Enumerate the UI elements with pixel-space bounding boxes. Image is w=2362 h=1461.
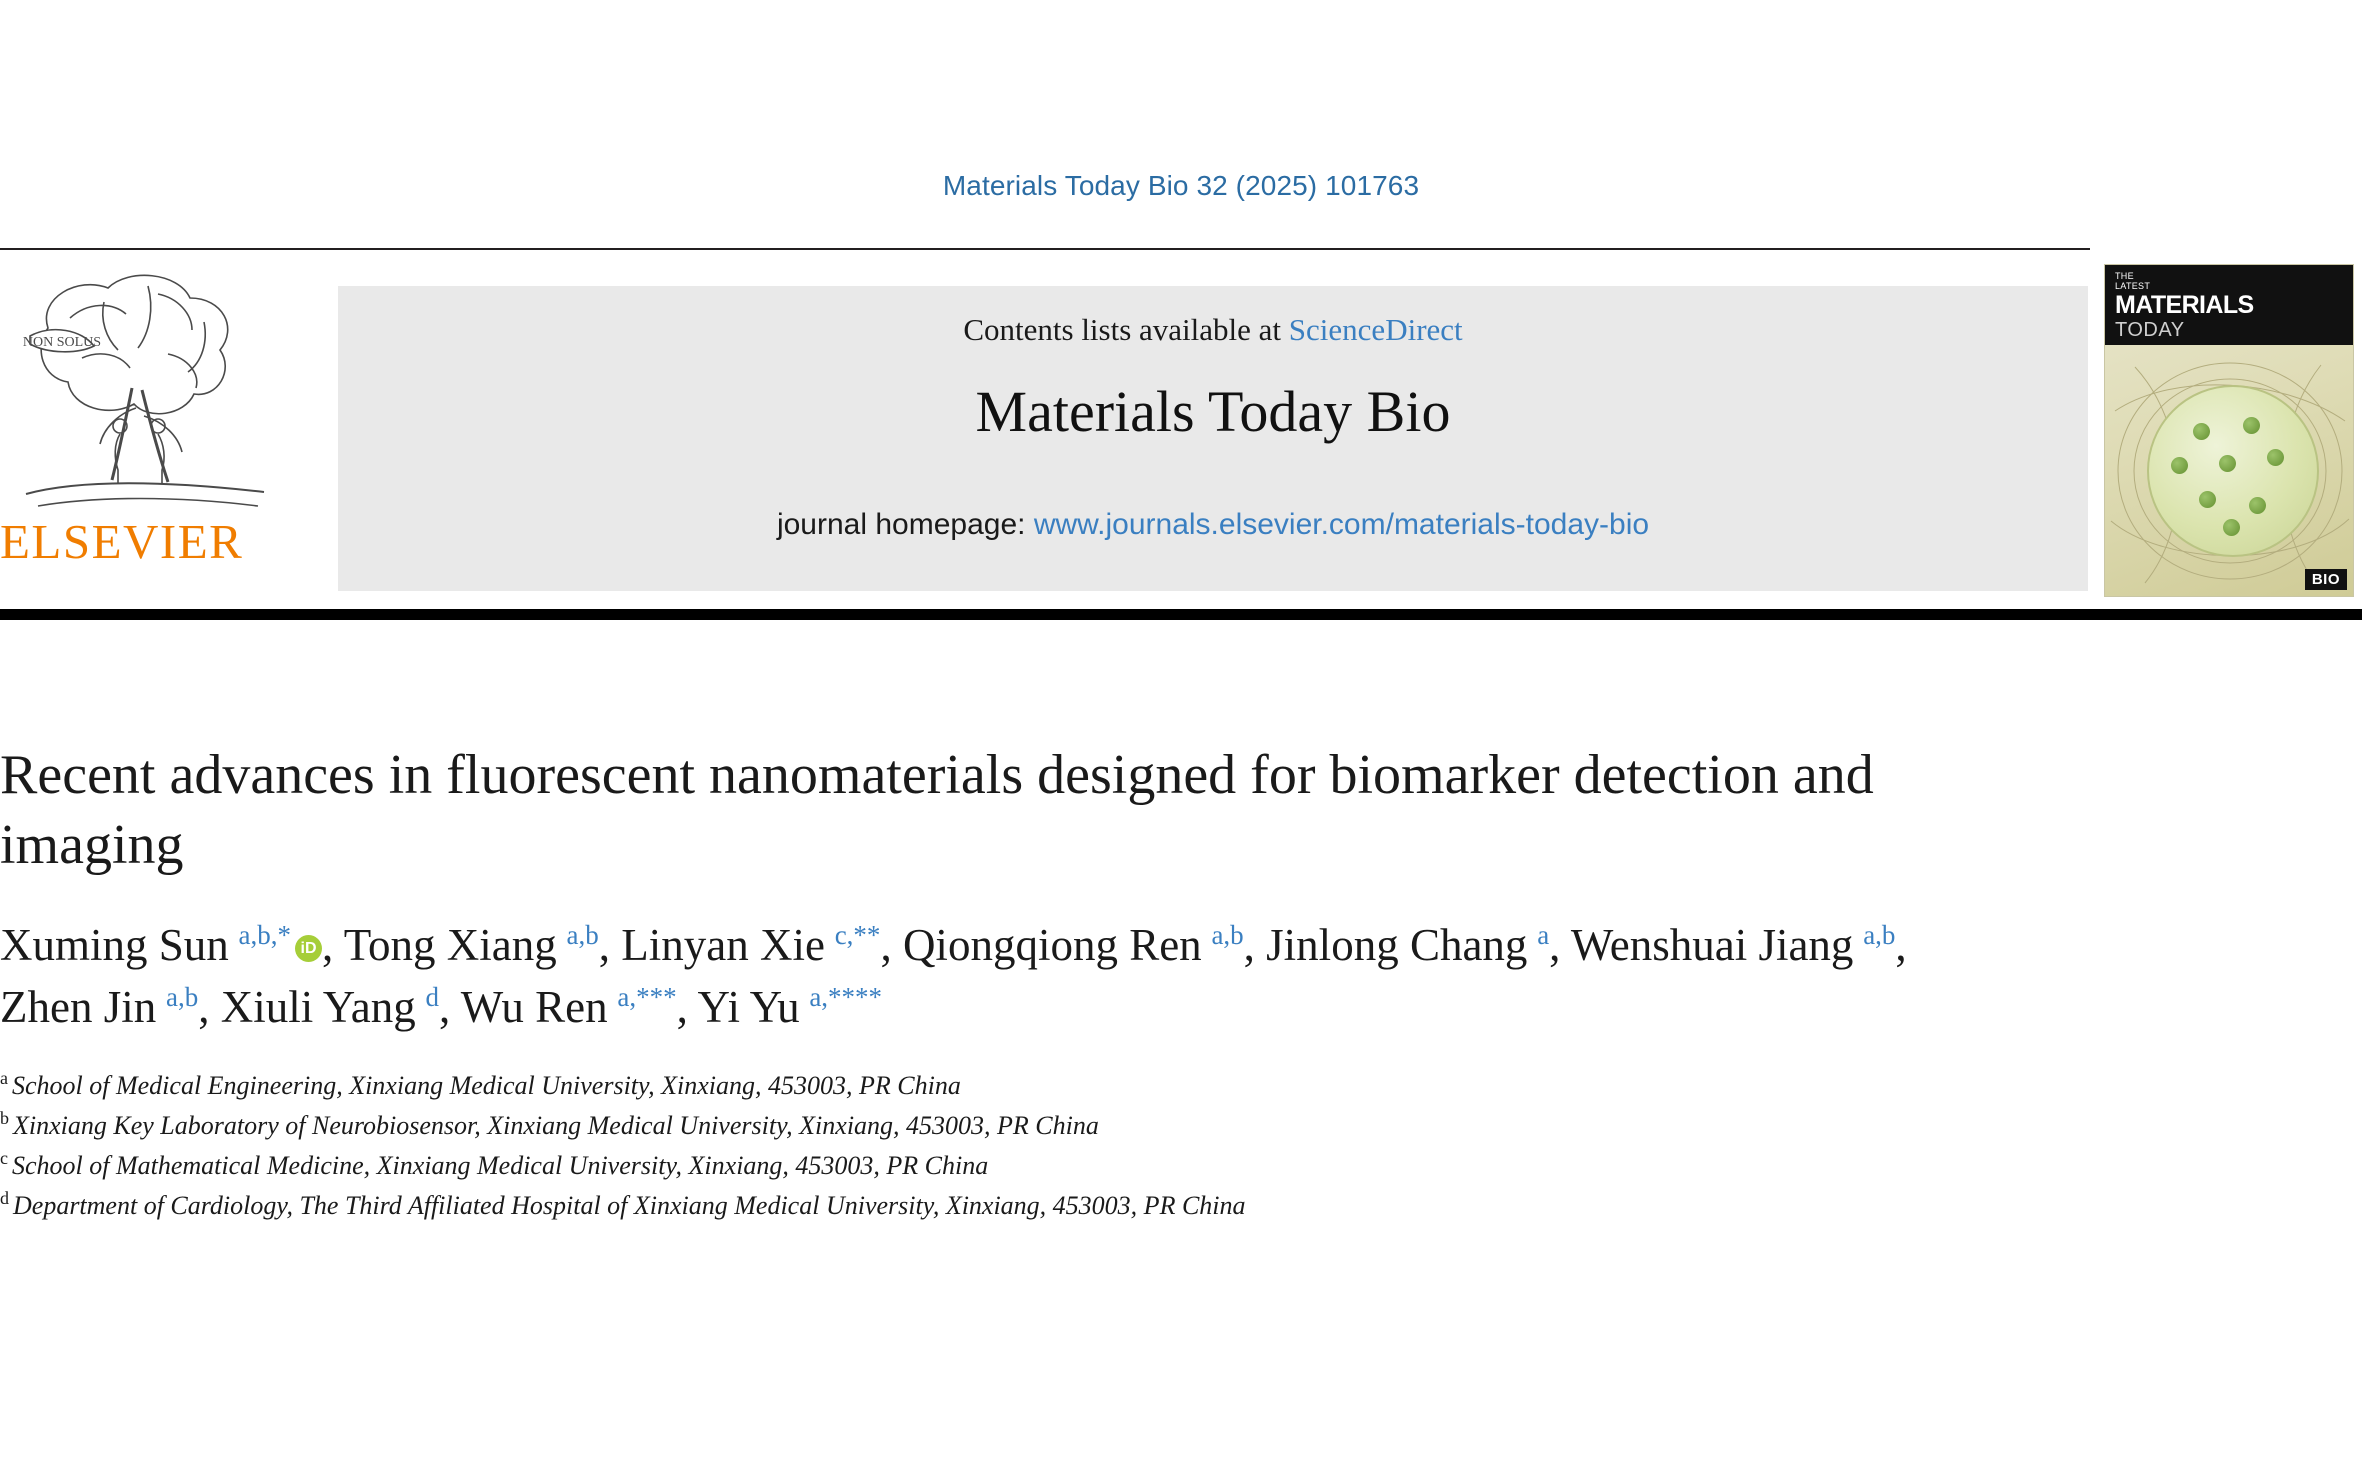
author-name: Tong Xiang [343,920,557,970]
author-affiliation-marker: a,b [559,920,599,950]
journal-cover-thumbnail[interactable] [2104,264,2354,597]
author-name: Wenshuai Jiang [1570,920,1854,970]
journal-homepage-line [338,508,2088,542]
cover-dot [2249,497,2266,514]
sciencedirect-link[interactable]: ScienceDirect [1288,312,1463,347]
elsevier-motto: NON SOLUS [22,335,102,350]
author-name: Xiuli Yang [220,982,416,1032]
affiliation-text: Xinxiang Key Laboratory of Neurobiosensor, Xinxiang Medical University, Xinxiang, 453003, PR China [13,1111,1099,1140]
cover-dot [2223,519,2240,536]
author-name: Wu Ren [460,982,608,1032]
affiliation-marker: d [0,1188,9,1209]
author-affiliation-marker: a,b [1204,920,1244,950]
affiliation-marker: a [0,1068,8,1089]
elsevier-logo [0,258,330,598]
affiliation-text: School of Mathematical Medicine, Xinxiang Medical University, Xinxiang, 453003, PR China [12,1151,989,1180]
cover-dot [2267,449,2284,466]
affiliation-line [0,1146,2130,1186]
contents-available-line [338,312,2088,348]
elsevier-wordmark: ELSEVIER [0,514,244,569]
author-name: Linyan Xie [621,920,825,970]
author-name: Jinlong Chang [1266,920,1528,970]
cover-artwork [2105,351,2354,597]
cover-header [2105,265,2354,345]
contents-prefix: Contents lists available at [963,312,1289,347]
author-affiliation-marker: c,** [827,920,881,950]
elsevier-tree-icon [8,258,308,523]
author-affiliation-marker: a,b [159,982,199,1012]
affiliation-marker: c [0,1148,8,1169]
cover-dot [2243,417,2260,434]
journal-masthead [0,248,2362,618]
masthead-top-rule [0,248,2090,250]
article-title: Recent advances in fluorescent nanomaterials designed for biomarker detection and imaging [0,744,1874,876]
affiliation-line [0,1186,2130,1226]
affiliation-list [0,1066,2130,1226]
cover-title-materials: MATERIALS [2115,291,2254,319]
journal-info-band [338,286,2088,591]
elsevier-tree-emblem [8,258,308,523]
running-head: Materials Today Bio 32 (2025) 101763 [942,170,1420,201]
affiliation-marker: b [0,1108,9,1129]
cover-title-today: TODAY [2115,319,2185,341]
author-affiliation-marker: a,b [1856,920,1896,950]
author-affiliation-marker: a [1530,920,1550,950]
cover-dot [2219,455,2236,472]
masthead-bottom-rule [0,609,2362,620]
journal-title: Materials Today Bio [975,379,1451,444]
author-affiliation-marker: d [418,982,440,1012]
author-name: Yi Yu [697,982,800,1032]
author-name: Zhen Jin [0,982,157,1032]
affiliation-line [0,1066,2130,1106]
author-affiliation-marker: a,**** [802,982,883,1012]
orcid-icon[interactable]: iD [295,935,322,962]
affiliation-line [0,1106,2130,1146]
author-name: Xuming Sun [0,920,229,970]
author-affiliation-marker: a,b,* [231,920,292,950]
author-affiliation-marker: a,*** [610,982,677,1012]
cover-dot [2193,423,2210,440]
cover-bio-badge: BIO [2305,569,2347,590]
affiliation-text: Department of Cardiology, The Third Affiliated Hospital of Xinxiang Medical University, Xinxiang, 453003, PR China [13,1191,1246,1220]
author-name: Qiongqiong Ren [902,920,1202,970]
cover-kicker: THE LATEST [2115,271,2151,291]
affiliation-text: School of Medical Engineering, Xinxiang Medical University, Xinxiang, 453003, PR China [12,1071,961,1100]
article-header [0,740,2130,1226]
cover-cell-circle [2147,385,2319,557]
cover-dot [2199,491,2216,508]
journal-homepage-link[interactable]: www.journals.elsevier.com/materials-today-bio [1033,508,1650,541]
homepage-prefix: journal homepage: [776,508,1034,541]
cover-dot [2171,457,2188,474]
author-list: Xuming Sun $^{a,b,*}$ iD , Tong Xiang $^{a,b}$, Linyan Xie $^{c,**}$, Qiongqiong Ren $^{a,b}$, Jinlong Chang $^a$, Wenshuai Jiang $^{a,b}$, Zhen Jin $^{a,b}$, Xiuli Yang $^d$, Wu Ren $^{a,***}$, Yi Yu $^{a,****}$ [0,920,1907,1032]
